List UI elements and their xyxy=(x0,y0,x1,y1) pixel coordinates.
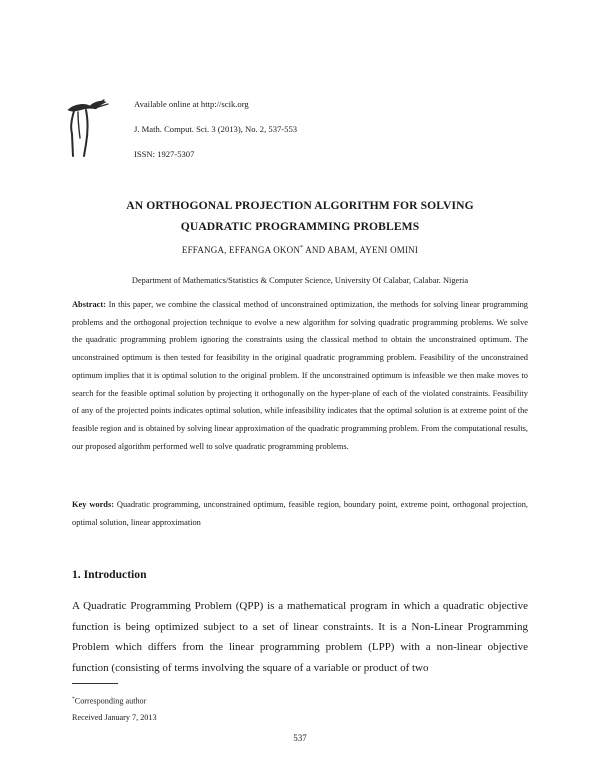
abstract-label: Abstract: xyxy=(72,300,106,309)
antelope-logo-icon xyxy=(64,98,114,158)
footnote-rule xyxy=(72,683,118,684)
second-author: AND ABAM, AYENI OMINI xyxy=(303,245,419,255)
footnote-text: Corresponding author xyxy=(74,696,147,706)
section-heading: 1. Introduction xyxy=(72,568,147,581)
received-date: Received January 7, 2013 xyxy=(72,713,157,722)
keywords xyxy=(72,496,528,532)
first-author: EFFANGA, EFFANGA OKON xyxy=(181,245,301,255)
introduction-text: A Quadratic Programming Problem (QPP) is a mathematical program in which a quadratic objective function is being optimized subject to a set of linear constraints. It is a Non-Linear Programming Problem which differs from the linear programming problem (LPP) with a non-linear objective function (consisting of terms involving the square of a variable or product of two xyxy=(72,600,528,674)
availability-line: Available online at http://scik.org xyxy=(134,99,249,109)
abstract-text: In this paper, we combine the classical method of unconstrained optimization, the methods for solving linear programming problems and the orthogonal projection technique to evolve a new algorithm for solving quadratic programming problems. We solve the quadratic programming problem ignoring the constraints using the classical method to obtain the unconstrained optimum. The unconstrained optimum is then tested for feasibility in the original quadratic programming problem. Feasibility of the unconstrained optimum implies that it is optimal solution to the original problem. If the unconstrained optimum is infeasible we then make moves to search for the feasible optimal solution by projecting it orthogonally on the hyper-plane of each of the violated constraints. Feasibility of any of the projected points indicates optimal solution, while infeasibility indicates that the optimal solution is at extreme point of the feasible region and is obtained by solving linear approximation of the quadratic programming problem. From the computational results, our proposed algorithm performed well to solve quadratic programming problems. xyxy=(72,300,528,451)
keywords-text: Quadratic programming, unconstrained optimum, feasible region, boundary point, extreme point, orthogonal projection, optimal solution, linear approximation xyxy=(72,500,529,527)
keywords-label: Key words: xyxy=(72,500,114,509)
corresponding-marker: * xyxy=(300,245,304,251)
affiliation: Department of Mathematics/Statistics & Computer Science, University Of Calabar, Calabar. Nigeria xyxy=(131,276,469,285)
journal-info xyxy=(134,100,297,175)
page-number: 537 xyxy=(293,733,307,743)
footnote xyxy=(72,696,146,706)
title-line-1: AN ORTHOGONAL PROJECTION ALGORITHM FOR SOLVING xyxy=(126,199,474,212)
title-line-2: QUADRATIC PROGRAMMING PROBLEMS xyxy=(180,220,420,233)
abstract xyxy=(72,296,528,455)
issn-line: ISSN: 1927-5307 xyxy=(134,149,195,159)
paper-title xyxy=(0,195,600,237)
citation-line: J. Math. Comput. Sci. 3 (2013), No. 2, 537-553 xyxy=(134,124,298,134)
authors xyxy=(0,245,600,255)
footnote-marker: * xyxy=(72,696,75,702)
